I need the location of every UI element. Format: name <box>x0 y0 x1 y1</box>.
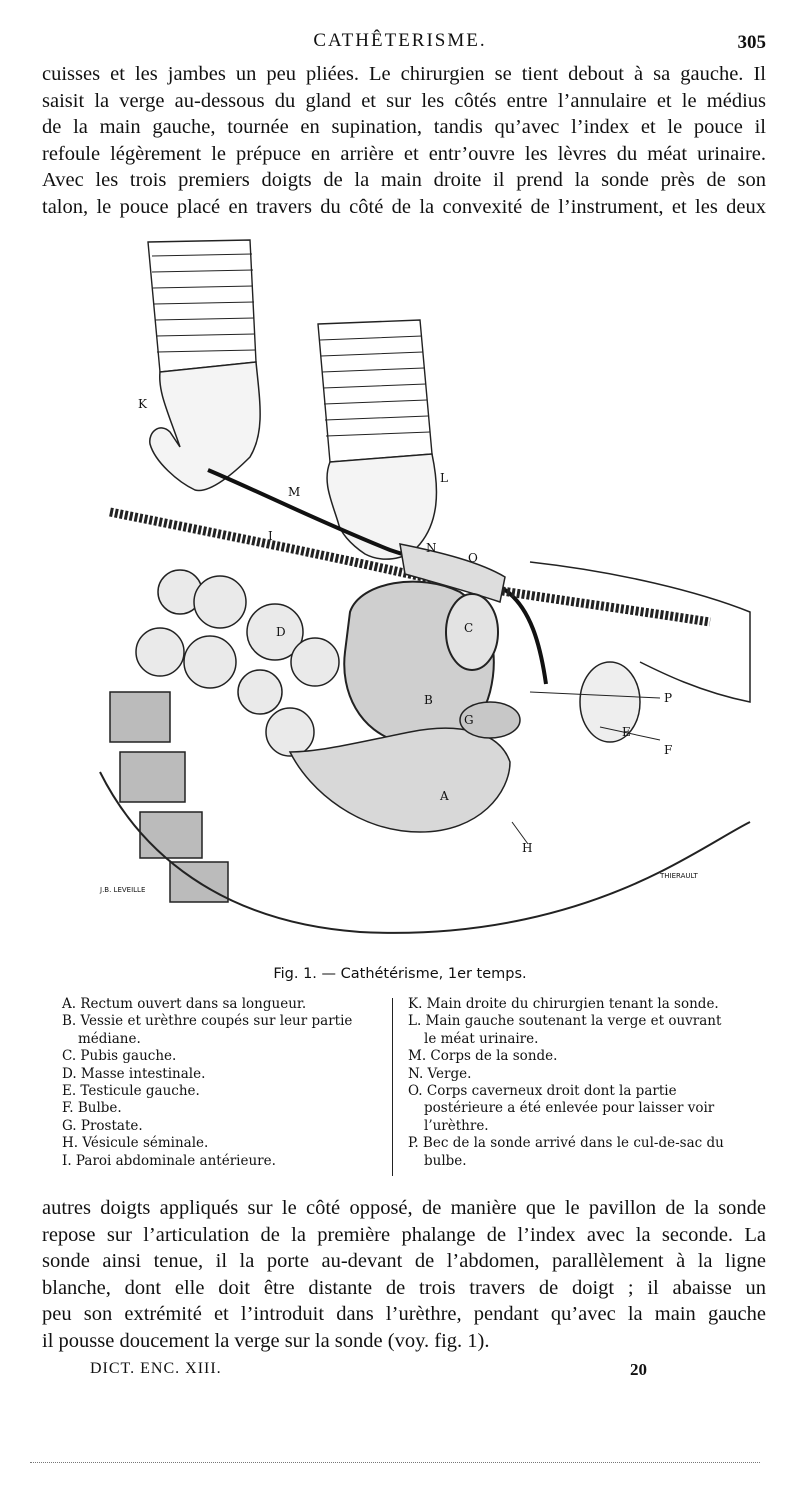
text-line: cuisses et les jambes un peu pliées. Le chirurgien se tient debout à sa gauche. Il <box>42 63 766 85</box>
running-head: CATHÊTERISME. <box>313 30 487 51</box>
legend-item: O. Corps caverneux droit dont la partie postérieure a été enlevée pour laisser voir l’urèthre. <box>408 1083 715 1134</box>
sleeve-left <box>148 240 256 372</box>
legend-divider <box>392 998 393 1176</box>
legend-item: A. Rectum ouvert dans sa longueur. <box>62 996 307 1012</box>
text-line: peu son extrémité et l’introduit dans l’urèthre, pendant qu’avec la main gauche <box>42 1303 766 1325</box>
legend-column-right <box>408 996 732 1170</box>
sleeve-right <box>318 320 432 462</box>
text-line: autres doigts appliqués sur le côté opposé, de manière que le pavillon de la sonde <box>42 1197 766 1219</box>
footer-signature-mark: 20 <box>630 1360 647 1379</box>
engraver-signature: J.B. LEVEILLE <box>100 886 146 894</box>
text-line: blanche, dont elle doit être distante de trois travers de doigt ; il abaisse un <box>42 1276 766 1299</box>
rectum <box>290 728 510 832</box>
label-O: O <box>468 551 478 565</box>
legend-item: P. Bec de la sonde arrivé dans le cul-de-sac du bulbe. <box>408 1135 724 1169</box>
label-H: H <box>522 841 533 855</box>
bottom-rule <box>30 1462 760 1463</box>
text-line: repose sur l’articulation de la première phalange de l’index avec la seconde. La <box>42 1223 766 1246</box>
text-line: de la main gauche, tournée en supination, tandis qu’avec l’index et le pouce il <box>42 116 766 138</box>
sacrum-spine <box>110 692 228 902</box>
legend-item: D. Masse intestinale. <box>62 1065 206 1082</box>
label-D: D <box>276 625 286 639</box>
label-A: A <box>440 789 449 803</box>
hand-left-l <box>327 454 436 559</box>
label-G: G <box>464 713 474 727</box>
label-I: I <box>268 529 273 543</box>
label-F: F <box>664 743 673 757</box>
text-line: talon, le pouce placé en travers du côté de la convexité de l’instrument, et les deux <box>42 195 766 218</box>
text-line: sonde ainsi tenue, il la porte au-devant de l’abdomen, parallèlement à la ligne <box>42 1250 766 1272</box>
legend-item: H. Vésicule séminale. <box>62 1135 209 1152</box>
label-C: C <box>464 621 474 635</box>
label-B: B <box>424 693 433 707</box>
text-line: il pousse doucement la verge sur la sonde (voy. fig. 1). <box>42 1329 490 1352</box>
legend-item: N. Verge. <box>408 1065 472 1082</box>
legend-item: B. Vessie et urèthre coupés sur leur partie médiane. <box>62 1013 353 1047</box>
legend-item: L. Main gauche soutenant la verge et ouvrant le méat urinaire. <box>408 1013 722 1047</box>
hand-right-k <box>150 362 260 490</box>
artist-signature: THIERAULT <box>660 872 698 880</box>
legend-item: M. Corps de la sonde. <box>408 1048 558 1065</box>
label-M: M <box>288 485 301 499</box>
text-line: saisit la verge au-dessous du gland et sur les côtés entre l’annulaire et le médius <box>42 89 766 112</box>
text-line: Avec les trois premiers doigts de la main droite il prend la sonde près de son <box>42 169 766 191</box>
thigh-outline <box>530 562 750 702</box>
label-L: L <box>440 471 448 485</box>
testicle-testicule <box>580 662 640 742</box>
legend-item: K. Main droite du chirurgien tenant la sonde. <box>408 996 719 1012</box>
legend-item: G. Prostate. <box>62 1117 143 1134</box>
label-N: N <box>426 541 437 555</box>
paragraph-top <box>42 61 766 220</box>
footer-volume: DICT. ENC. XIII. <box>90 1360 222 1377</box>
paragraph-bottom <box>42 1195 766 1354</box>
figure-caption: Fig. 1. — Cathétérisme, 1er temps. <box>273 966 527 982</box>
label-P: P <box>664 691 673 705</box>
legend-column-left <box>62 996 382 1170</box>
legend-item: E. Testicule gauche. <box>62 1083 200 1100</box>
anatomical-illustration <box>60 232 760 962</box>
legend-item: C. Pubis gauche. <box>62 1048 177 1065</box>
legend-item: F. Bulbe. <box>62 1100 122 1117</box>
page-number: 305 <box>737 32 766 53</box>
label-E: E <box>622 725 631 739</box>
text-line: refoule légèrement le prépuce en arrière et entr’ouvre les lèvres du méat urinaire. <box>42 142 766 165</box>
label-K: K <box>138 397 147 411</box>
legend-item: I. Paroi abdominale antérieure. <box>62 1152 276 1169</box>
